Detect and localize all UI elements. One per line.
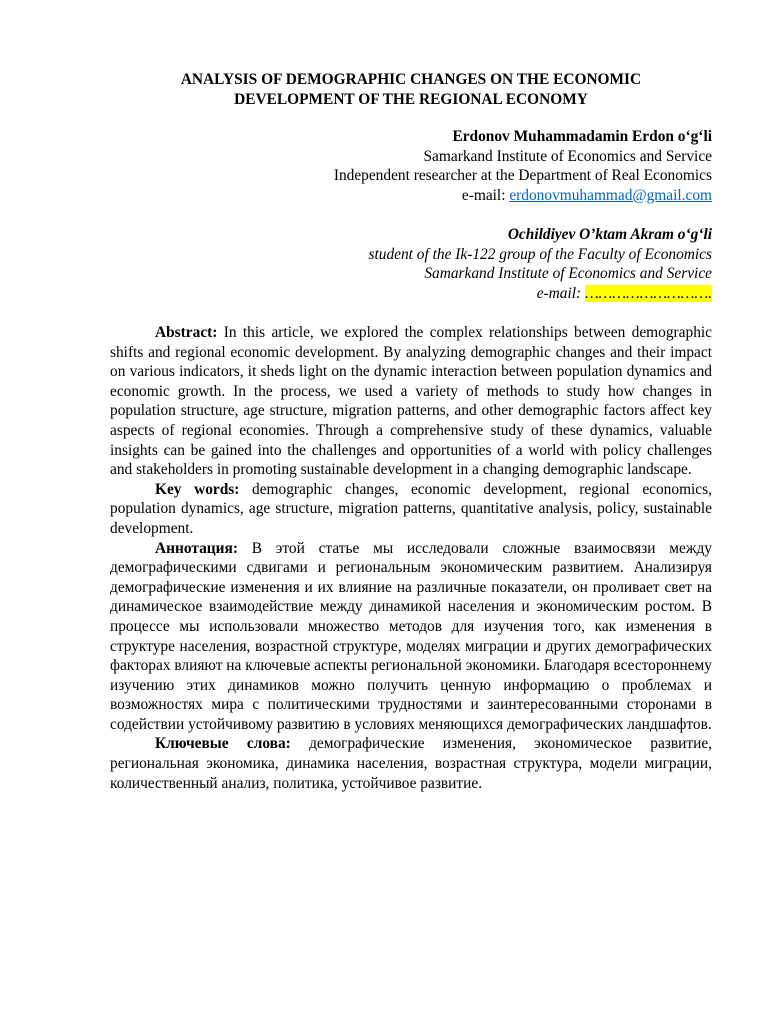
annotation-paragraph: [110, 539, 712, 735]
abstract-text: In this article, we explored the complex relationships between demographic shifts and regional economic development. By analyzing demographic changes and their impact on various indicators, it sheds light on the dynamic interaction between population dynamics and economic growth. In the process, we used a variety of methods to study how changes in population structure, age structure, migration patterns, and other demographic factors affect key aspects of regional economies. Through a comprehensive study of these dynamics, valuable insights can be gained into the challenges and opportunities of a world with policy challenges and stakeholders in promoting sustainable development in a changing demographic landscape.: [110, 324, 712, 479]
paper-body: [110, 323, 712, 793]
author-2-email-label: e-mail:: [536, 284, 585, 302]
author-1-block: [110, 127, 712, 205]
author-2-email-placeholder: ……………………….: [584, 284, 712, 302]
author-1-position: Independent researcher at the Department of Real Economics: [333, 167, 712, 185]
title-line-2: DEVELOPMENT OF THE REGIONAL ECONOMY: [234, 90, 588, 108]
keywords-paragraph: [110, 480, 712, 539]
title-line-1: ANALYSIS OF DEMOGRAPHIC CHANGES ON THE ECONOMIC: [180, 71, 642, 88]
annotation-label: Аннотация:: [155, 539, 238, 557]
annotation-text: В этой статье мы исследовали сложные взаимосвязи между демографическими сдвигами и региональным экономическим развитием. Анализируя демографические изменения и их влияние на различные показатели, он проливает свет на динамическое взаимодействие между динамикой населения и экономическим ростом. В процессе мы использовали множество методов для изучения того, как изменения в структуре населения, возрастной структуре, моделях миграции и других демографических факторах влияют на ключевые аспекты региональной экономики. Благодаря всестороннему изучению этих динамиков можно получить ценную информацию о проблемах и возможностях мира с политическими трудностями и заинтересованными сторонами в содействии устойчивому развитию в условиях меняющихся демографических ландшафтов.: [110, 539, 712, 733]
abstract-label: Abstract:: [155, 324, 218, 341]
author-2-position: student of the Ik-122 group of the Faculty of Economics: [368, 245, 712, 263]
author-2-block: [110, 225, 712, 303]
author-2-institution: Samarkand Institute of Economics and Service: [424, 265, 712, 283]
author-1-institution: Samarkand Institute of Economics and Service: [423, 147, 712, 165]
author-2-email-line: [110, 284, 712, 304]
keywords-text: demographic changes, economic development, regional economics, population dynamics, age structure, migration patterns, quantitative analysis, policy, sustainable development.: [110, 480, 712, 537]
author-2-name: Ochildiyev O’ktam Akram o‘g‘li: [507, 226, 712, 243]
author-1-email-line: [110, 186, 712, 206]
paper-title: [110, 70, 712, 109]
keywords-label: Key words:: [155, 480, 240, 498]
abstract-paragraph: [110, 323, 712, 480]
keywords-ru-paragraph: [110, 734, 712, 793]
author-1-name: Erdonov Muhammadamin Erdon o‘g‘li: [452, 128, 712, 145]
author-1-email-label: e-mail:: [461, 186, 510, 204]
author-1-email-link[interactable]: erdonovmuhammad@gmail.com: [509, 186, 712, 204]
keywords-ru-label: Ключевые слова:: [155, 735, 291, 753]
keywords-ru-text: демографические изменения, экономическое развитие, региональная экономика, динамика населения, возрастная структура, модели миграции, количественный анализ, политика, устойчивое развитие.: [110, 735, 712, 792]
